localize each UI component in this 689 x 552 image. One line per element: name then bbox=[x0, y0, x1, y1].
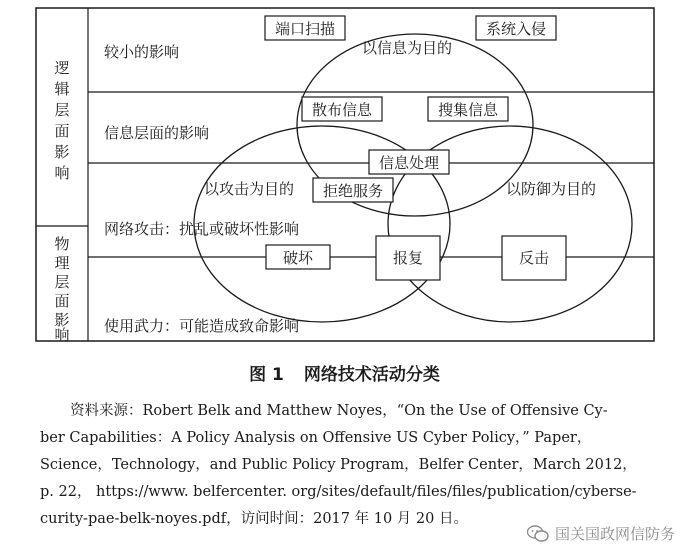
port-scan-box bbox=[265, 16, 345, 40]
source-line: Science，Technology，and Public Policy Program，Belfer Center，March 2012， bbox=[40, 457, 637, 473]
physical-char: 理 bbox=[54, 254, 70, 272]
info-processing-box bbox=[369, 150, 449, 174]
denial-of-service-box bbox=[313, 178, 393, 202]
row-label-minor: 较小的影响 bbox=[104, 43, 180, 61]
svg-text:搜集信息: 搜集信息 bbox=[437, 101, 499, 119]
svg-text:反击: 反击 bbox=[518, 249, 550, 267]
spread-info-box bbox=[302, 97, 382, 121]
svg-text:端口扫描: 端口扫描 bbox=[274, 20, 336, 38]
defense-circle-label: 以防御为目的 bbox=[506, 180, 597, 198]
counterattack-box bbox=[502, 236, 566, 280]
logical-char: 逻 bbox=[54, 59, 70, 77]
physical-char: 影 bbox=[54, 311, 70, 329]
source-line: 资料来源：Robert Belk and Matthew Noyes，“On the Use of Offensive Cy- bbox=[70, 403, 608, 419]
logical-char: 影 bbox=[54, 143, 70, 161]
svg-text:信息处理: 信息处理 bbox=[378, 154, 440, 172]
physical-char: 面 bbox=[54, 292, 70, 310]
attack-circle-label: 以攻击为目的 bbox=[204, 180, 295, 198]
physical-char: 响 bbox=[54, 326, 70, 344]
svg-text:系统入侵: 系统入侵 bbox=[485, 20, 547, 38]
source-line: p. 22， https://www. belfercenter. org/sites/default/files/files/publication/cyberse- bbox=[40, 484, 637, 500]
information-circle-label: 以信息为目的 bbox=[362, 39, 453, 57]
source-line: curity-pae-belk-noyes.pdf，访问时间：2017 年 10 月 20 日。 bbox=[40, 511, 468, 527]
source-line: ber Capabilities：A Policy Analysis on Offensive US Cyber Policy，” Paper， bbox=[40, 430, 592, 446]
system-intrusion-box bbox=[476, 16, 556, 40]
watermark-text: 国关国政网信防务 bbox=[554, 525, 675, 543]
svg-text:拒绝服务: 拒绝服务 bbox=[322, 182, 384, 200]
svg-text:报复: 报复 bbox=[392, 249, 424, 267]
svg-text:破坏: 破坏 bbox=[282, 249, 314, 267]
logical-char: 面 bbox=[54, 122, 70, 140]
physical-level-label bbox=[54, 235, 69, 344]
logical-char: 层 bbox=[54, 101, 70, 119]
logical-char: 响 bbox=[54, 164, 70, 182]
figure-caption bbox=[0, 360, 689, 385]
collect-info-box bbox=[428, 97, 508, 121]
wechat-icon bbox=[527, 525, 549, 543]
physical-char: 层 bbox=[54, 273, 70, 291]
source-note bbox=[40, 398, 652, 533]
logical-char: 辑 bbox=[54, 80, 70, 98]
physical-char: 物 bbox=[54, 235, 70, 253]
destroy-box bbox=[266, 245, 330, 269]
figure-title: 网络技术活动分类 bbox=[303, 365, 440, 385]
row-label-cyber-attack: 网络攻击：扰乱或破坏性影响 bbox=[104, 220, 300, 238]
retaliate-box bbox=[376, 236, 440, 280]
row-label-information: 信息层面的影响 bbox=[104, 124, 210, 142]
figure-number: 图 1 bbox=[249, 365, 284, 385]
row-label-use-of-force: 使用武力：可能造成致命影响 bbox=[104, 317, 300, 335]
svg-text:散布信息: 散布信息 bbox=[311, 101, 373, 119]
logical-level-label bbox=[54, 59, 69, 182]
watermark bbox=[527, 523, 675, 544]
